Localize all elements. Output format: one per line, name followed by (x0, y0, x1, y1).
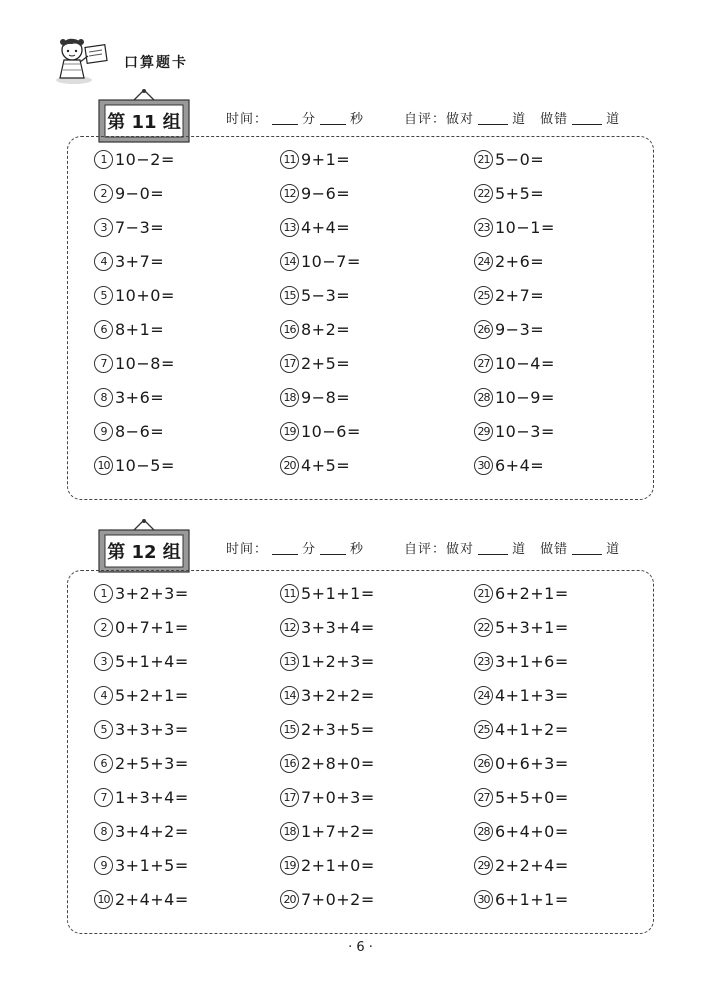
problem-item (94, 421, 164, 445)
problem-item (474, 421, 555, 445)
problem-number: 2 (94, 184, 113, 203)
problem-expression: 5+3+1= (495, 618, 569, 637)
problem-number: 7 (94, 354, 113, 373)
problem-item (280, 421, 361, 445)
score-line (226, 108, 620, 127)
problem-expression: 5+1+1= (301, 584, 375, 603)
problem-expression: 2+8+0= (301, 754, 375, 773)
problem-expression: 5+1+4= (115, 652, 189, 671)
problem-expression: 2+2+4= (495, 856, 569, 875)
problem-number: 12 (280, 184, 299, 203)
problem-expression: 1+7+2= (301, 822, 375, 841)
problem-item (94, 353, 175, 377)
problem-expression: 3+3+3= (115, 720, 189, 739)
problem-expression: 8−6= (115, 422, 165, 441)
problem-expression: 2+4+4= (115, 890, 189, 909)
problem-expression: 6+4= (495, 456, 545, 475)
problem-number: 24 (474, 252, 493, 271)
problem-expression: 4+1+2= (495, 720, 569, 739)
problem-expression: 2+3+5= (301, 720, 375, 739)
problem-number: 8 (94, 822, 113, 841)
problem-expression: 0+7+1= (115, 618, 189, 637)
problem-item (280, 583, 375, 607)
problem-item (474, 183, 544, 207)
problem-expression: 2+7= (495, 286, 545, 305)
problem-item (474, 787, 569, 811)
problem-expression: 2+6= (495, 252, 545, 271)
problem-expression: 3+1+6= (495, 652, 569, 671)
problem-number: 19 (280, 422, 299, 441)
wrong-label: 做错 (540, 542, 569, 557)
problem-number: 14 (280, 686, 299, 705)
problem-number: 22 (474, 618, 493, 637)
problem-expression: 9−8= (301, 388, 351, 407)
problem-number: 22 (474, 184, 493, 203)
problem-item (94, 149, 175, 173)
group-title: 第 12 组 (107, 542, 181, 563)
minute-blank[interactable] (272, 112, 298, 125)
problem-number: 24 (474, 686, 493, 705)
correct-count-blank[interactable] (478, 112, 508, 125)
self-eval-label: 自评：做对 (404, 112, 475, 127)
second-label: 秒 (350, 112, 365, 127)
problem-item (280, 285, 350, 309)
problem-number: 30 (474, 890, 493, 909)
problem-item (474, 753, 569, 777)
problem-item (94, 319, 164, 343)
wrong-count-blank[interactable] (572, 112, 602, 125)
problem-item (94, 251, 164, 275)
problem-expression: 1+3+4= (115, 788, 189, 807)
problem-expression: 3+3+4= (301, 618, 375, 637)
problem-number: 27 (474, 788, 493, 807)
problem-number: 18 (280, 822, 299, 841)
problem-number: 15 (280, 720, 299, 739)
problem-expression: 3+7= (115, 252, 165, 271)
group-title-board (96, 518, 192, 576)
problem-expression: 8+2= (301, 320, 351, 339)
problem-number: 13 (280, 652, 299, 671)
problem-expression: 2+1+0= (301, 856, 375, 875)
problem-item (280, 617, 375, 641)
minute-blank[interactable] (272, 542, 298, 555)
problem-number: 27 (474, 354, 493, 373)
road-label: 道 (606, 542, 621, 557)
girl-with-flashcard-icon (52, 34, 112, 86)
minute-label: 分 (302, 542, 317, 557)
problem-number: 11 (280, 584, 299, 603)
problem-item (280, 183, 350, 207)
problem-expression: 10−1= (495, 218, 555, 237)
problem-number: 3 (94, 652, 113, 671)
problem-item (280, 353, 350, 377)
problem-item (474, 651, 569, 675)
problem-item (474, 455, 544, 479)
problem-expression: 0+6+3= (495, 754, 569, 773)
problem-item (94, 285, 175, 309)
problem-item (280, 821, 375, 845)
problem-number: 28 (474, 388, 493, 407)
problem-expression: 10−8= (115, 354, 175, 373)
problem-number: 12 (280, 618, 299, 637)
problem-number: 1 (94, 150, 113, 169)
wrong-label: 做错 (540, 112, 569, 127)
problem-item (474, 149, 544, 173)
problem-expression: 10−7= (301, 252, 361, 271)
problem-item (474, 855, 569, 879)
problem-number: 6 (94, 320, 113, 339)
problem-number: 30 (474, 456, 493, 475)
problem-number: 20 (280, 456, 299, 475)
time-label: 时间： (226, 542, 269, 557)
problem-frame (67, 570, 654, 934)
problem-item (474, 217, 555, 241)
problem-number: 28 (474, 822, 493, 841)
problem-item (280, 149, 350, 173)
problem-item (94, 651, 189, 675)
problem-expression: 1+2+3= (301, 652, 375, 671)
problem-item (280, 319, 350, 343)
problem-item (94, 719, 189, 743)
problem-expression: 4+4= (301, 218, 351, 237)
problem-item (474, 821, 569, 845)
problem-expression: 10−9= (495, 388, 555, 407)
problem-number: 5 (94, 286, 113, 305)
problem-item (474, 353, 555, 377)
problem-item (280, 251, 361, 275)
problem-item (280, 651, 375, 675)
problem-expression: 6+1+1= (495, 890, 569, 909)
second-blank[interactable] (320, 112, 346, 125)
problem-number: 29 (474, 422, 493, 441)
score-line (226, 538, 620, 557)
correct-count-blank[interactable] (478, 542, 508, 555)
problem-item (280, 889, 375, 913)
problem-item (94, 753, 189, 777)
problem-item (474, 251, 544, 275)
problem-expression: 2+5+3= (115, 754, 189, 773)
problem-expression: 6+4+0= (495, 822, 569, 841)
problem-item (94, 387, 164, 411)
problem-number: 2 (94, 618, 113, 637)
problem-number: 14 (280, 252, 299, 271)
problem-item (280, 685, 375, 709)
road-label: 道 (512, 542, 527, 557)
problem-item (474, 387, 555, 411)
problem-number: 19 (280, 856, 299, 875)
problem-number: 9 (94, 422, 113, 441)
problem-number: 1 (94, 584, 113, 603)
problem-number: 20 (280, 890, 299, 909)
second-label: 秒 (350, 542, 365, 557)
wrong-count-blank[interactable] (572, 542, 602, 555)
problem-number: 13 (280, 218, 299, 237)
minute-label: 分 (302, 112, 317, 127)
problem-item (280, 387, 350, 411)
problem-number: 4 (94, 686, 113, 705)
problem-expression: 10−6= (301, 422, 361, 441)
problem-item (474, 319, 544, 343)
problem-expression: 3+2+2= (301, 686, 375, 705)
problem-number: 17 (280, 788, 299, 807)
problem-expression: 3+6= (115, 388, 165, 407)
problem-item (94, 217, 164, 241)
problem-expression: 5+5+0= (495, 788, 569, 807)
problem-expression: 9−3= (495, 320, 545, 339)
problem-item (474, 617, 569, 641)
problem-number: 9 (94, 856, 113, 875)
problem-number: 25 (474, 720, 493, 739)
second-blank[interactable] (320, 542, 346, 555)
problem-expression: 3+4+2= (115, 822, 189, 841)
problem-expression: 5−3= (301, 286, 351, 305)
problem-number: 10 (94, 890, 113, 909)
problem-number: 6 (94, 754, 113, 773)
problem-item (94, 821, 189, 845)
problem-item (280, 787, 375, 811)
problem-number: 11 (280, 150, 299, 169)
problem-item (94, 583, 189, 607)
problem-number: 16 (280, 320, 299, 339)
problem-expression: 4+1+3= (495, 686, 569, 705)
problem-number: 17 (280, 354, 299, 373)
problem-expression: 10−3= (495, 422, 555, 441)
problem-number: 26 (474, 320, 493, 339)
problem-expression: 5−0= (495, 150, 545, 169)
problem-number: 7 (94, 788, 113, 807)
problem-number: 16 (280, 754, 299, 773)
problem-item (280, 455, 350, 479)
group-title: 第 11 组 (107, 112, 181, 133)
problem-expression: 9−6= (301, 184, 351, 203)
self-eval-label: 自评：做对 (404, 542, 475, 557)
problem-number: 10 (94, 456, 113, 475)
problem-item (280, 719, 375, 743)
road-label: 道 (606, 112, 621, 127)
problem-expression: 7−3= (115, 218, 165, 237)
problem-expression: 5+2+1= (115, 686, 189, 705)
problem-item (94, 455, 175, 479)
problem-number: 21 (474, 584, 493, 603)
problem-number: 29 (474, 856, 493, 875)
problem-item (94, 685, 189, 709)
problem-expression: 10−2= (115, 150, 175, 169)
problem-number: 25 (474, 286, 493, 305)
problem-item (94, 617, 189, 641)
problem-number: 23 (474, 218, 493, 237)
problem-expression: 4+5= (301, 456, 351, 475)
problem-item (94, 855, 189, 879)
problem-item (94, 183, 164, 207)
problem-expression: 5+5= (495, 184, 545, 203)
problem-expression: 10−4= (495, 354, 555, 373)
problem-expression: 9+1= (301, 150, 351, 169)
problem-item (474, 583, 569, 607)
problem-item (474, 889, 569, 913)
problem-expression: 3+2+3= (115, 584, 189, 603)
problem-item (94, 787, 189, 811)
time-label: 时间： (226, 112, 269, 127)
page-title: 口算题卡 (124, 55, 188, 71)
problem-expression: 8+1= (115, 320, 165, 339)
problem-expression: 6+2+1= (495, 584, 569, 603)
problem-number: 4 (94, 252, 113, 271)
page-number: · 6 · (348, 940, 373, 955)
problem-expression: 9−0= (115, 184, 165, 203)
problem-number: 3 (94, 218, 113, 237)
road-label: 道 (512, 112, 527, 127)
problem-item (474, 285, 544, 309)
problem-expression: 3+1+5= (115, 856, 189, 875)
problem-expression: 7+0+3= (301, 788, 375, 807)
problem-expression: 2+5= (301, 354, 351, 373)
problem-item (280, 217, 350, 241)
problem-number: 8 (94, 388, 113, 407)
problem-number: 26 (474, 754, 493, 773)
problem-item (474, 719, 569, 743)
problem-frame (67, 136, 654, 500)
problem-expression: 10−5= (115, 456, 175, 475)
problem-number: 5 (94, 720, 113, 739)
problem-item (94, 889, 189, 913)
problem-item (280, 753, 375, 777)
problem-number: 21 (474, 150, 493, 169)
problem-number: 23 (474, 652, 493, 671)
problem-item (474, 685, 569, 709)
problem-item (280, 855, 375, 879)
problem-number: 18 (280, 388, 299, 407)
problem-expression: 10+0= (115, 286, 175, 305)
problem-number: 15 (280, 286, 299, 305)
problem-expression: 7+0+2= (301, 890, 375, 909)
